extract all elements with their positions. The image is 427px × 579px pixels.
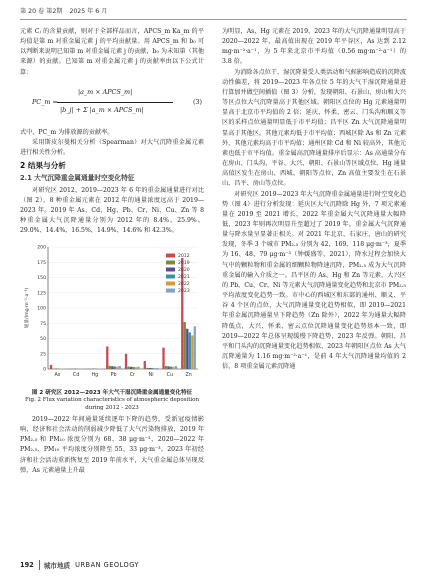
bar <box>146 368 148 369</box>
header-rule <box>20 19 407 20</box>
paragraph-temporal: 对研究区 2019—2023 年大气沉降重金属通量进行时空变化趋势（图 4）进行分析发现：延庆区大气沉降除 Hg 外，7 项元素通量在 2019 至 2021 增长，2022 年重金属大气沉降通量大幅降低，2023 年则再次明显升至超过了 2019 年，重金属大气沉降通量与降水量呈显著正相关。对 2021 年北京、石家庄、唐山的研究发现，冬季 3 个城市 PM₂.₅ 分别为 42、169、118 μg·m⁻³，夏季为 16、48、79 μg·m⁻³（钟媛盛等，2021），降水过程会加快大气中的颗粒物和重金属的细颗粒物降速沉降，PM₂.₅ 成为大气沉降重金属的输入介质之一。昌平区的 As、Hg 和 Zn 等元素、大兴区的 Pb、Cu、Cr、Ni 等元素大气沉降通量变化趋势和北京市 PM₂.₅ 平均浓度变化趋势一致。市中心的西城区和东部的通州、顺义、平谷 4 个区的点位，大气沉降通量变化趋势相似，即 2019—2021 年重金属沉降通量呈下降趋势（Zn 除外），2022 年为通量大幅降降低点，大兴、怀柔、密云点位沉降通量变化趋势基本一致，即 2019—2022 年总体呈现缓慢下降趋势，2023 年反弹。朝阳、昌平和门头沟的沉降通量变化趋势相似，2023 年朝阳区点位 As 大气沉降通量为 1.16 mg·m⁻²·a⁻¹，是前 4 年大气沉降通量均值的 2 倍，8 项重金属元素沉降通 <box>222 190 406 371</box>
paragraph-covid: 2019—2022 年间通量延续逐年下降的趋势，受新冠疫情影响，经济和社会活动的削弱减少降低了大气污染物排放，2019 年 PM₂.₅ 和 PM₁₀ 浓度分别为 68、38 μg·m⁻³，2020—2022 年 PM₂.₅、PM₁₀ 平均浓度分别降至 55、33 μg·m⁻³。2023 年初经济和社会活动重新恢复至 2019 年前水平，大气重金属总体呈现反弹，As 元素通量上升最 <box>20 415 204 474</box>
bar <box>162 348 164 369</box>
bar <box>137 367 139 369</box>
legend-label: 2020 <box>178 268 190 274</box>
paragraph-apcs: 元素 Cⱼ 的含量贡献，则对于全部样品而言，APCS_m Ka_m 的平均值是第 m 对重金属元素 j 的平均贡献量。用 APCS_m 和 b₀ 可以判断来说明已知第 m 对重金属元素 j 的贡献，b₀ 为未知第（其他来源）的贡献。已知第 m 对重金属元素 j 的贡献率由以下公式计算： <box>20 28 204 76</box>
bar <box>127 367 129 370</box>
page-number: 192 <box>20 561 34 569</box>
bar <box>125 354 127 369</box>
y-tick-label: 125 <box>37 291 46 297</box>
legend-swatch <box>166 289 175 293</box>
x-tick-label: Cr <box>129 373 136 379</box>
paragraph-spearman: 采用斯皮尔曼相关分析（Spearman）对大气沉降重金属元素进行相关性分析。 <box>20 138 204 157</box>
bar <box>144 361 146 369</box>
bar <box>172 367 174 369</box>
y-tick-label: 200 <box>37 245 46 251</box>
formula-numerator: |a_m × APCS_m| <box>78 87 133 96</box>
legend-label: 2022 <box>178 282 190 288</box>
bar <box>111 367 113 370</box>
flux-bar-chart <box>20 239 204 389</box>
legend-swatch <box>166 275 175 279</box>
bar <box>114 367 116 370</box>
legend-label: 2012 <box>178 254 190 260</box>
formula-denominator: |b_j| + Σ |a_m × APCS_m| <box>60 105 144 114</box>
x-tick-label: Cu <box>166 373 174 379</box>
y-tick-label: 150 <box>37 276 46 282</box>
legend-swatch <box>166 254 175 258</box>
journal-logo: 城市地质 <box>39 560 70 570</box>
bar <box>132 367 134 369</box>
paragraph-spatial: 为消除各点位干、湿沉降量受人类活动和气候影响造成的沉降波动性偏差，将 2019—2023 年各点位 5 年的大气干湿沉降通量进行算加并做空间插值（图 3）分析，发现朝阳、石景山、房山和大兴等区点位大气沉降量高于其他区域。朝阳区点位的 Hg 元素通量明显高于北京市平均值的 2 倍；延庆、怀柔、密云、门头沟和顺义等区的采样点位通量明显低于市平均值；昌平区 Zn 大气沉降通量明显高于其他区，其他元素均低于市平均值；西城区除 As 和 Zn 元素外，其他元素均高于市平均值；通州区除 Cd 和 Ni 较高外，其他元素也低于市平均值。重金属高沉降通量排序后显示：As 高通量分布在房山、门头沟、平谷、大兴、朝阳、石景山等区域点位，Hg 通量高值区发生在房山、西城、朝阳等点位，Zn 高值主要发生在石景山、昌平、房山等点位。 <box>222 68 406 188</box>
running-head <box>20 6 407 18</box>
paragraph-as-hg: 为明显，As、Hg 元素在 2019、2023 年的大气沉降通量明显高于 2020—2022 年，最高值出现在 2019 年平谷区，As 达到 2.12 mg·m⁻²·a⁻¹，为 5 年来北京市平均值（0.56 mg·m⁻²·a⁻¹）的 3.8 倍。 <box>222 28 406 66</box>
section-heading: 2 结果与分析 <box>20 161 66 171</box>
bar <box>156 368 158 369</box>
figure-caption-en-line2: during 2012 - 2023 <box>85 405 139 412</box>
x-tick-label: Hg <box>91 373 99 379</box>
page-footer <box>20 559 139 571</box>
bar <box>194 327 196 370</box>
figure-2 <box>20 239 204 389</box>
issue-label: 第 20 卷 第2期 <box>20 8 63 15</box>
bar <box>184 322 186 369</box>
bar <box>165 366 167 369</box>
bar <box>119 366 121 369</box>
formula-3 <box>20 81 204 125</box>
y-tick-label: 50 <box>40 337 46 343</box>
left-column <box>20 27 204 476</box>
bar <box>151 368 153 369</box>
figure-caption-cn: 图 2 研究区 2012—2023 年大气干湿沉降重金属通量变化特征 <box>31 390 193 397</box>
bar <box>175 366 177 369</box>
y-tick-label: 0 <box>43 367 46 373</box>
x-tick-label: As <box>54 373 61 379</box>
x-tick-label: Cd <box>72 373 80 379</box>
y-axis-label: 通量/(mg·m⁻²·a⁻¹) <box>25 288 30 329</box>
x-tick-label: Ni <box>148 373 154 379</box>
y-tick-label: 175 <box>37 261 46 267</box>
fraction-bar <box>57 102 173 103</box>
legend-swatch <box>166 282 175 286</box>
right-column <box>222 27 406 372</box>
issue-date: 2025 年 6 月 <box>69 8 108 15</box>
bar <box>189 333 191 370</box>
bar <box>170 367 172 369</box>
journal-name: URBAN GEOLOGY <box>75 561 140 569</box>
legend-label: 2019 <box>178 261 190 267</box>
y-tick-label: 25 <box>40 352 46 358</box>
x-tick-label: Pb <box>110 373 117 379</box>
subsection-heading: 2.1 大气沉降重金属通量时空变化特征 <box>20 174 135 183</box>
bar <box>167 367 169 370</box>
bar <box>135 368 137 370</box>
formula-lhs: PC_m = <box>32 97 58 106</box>
bar <box>154 368 156 369</box>
bar <box>130 367 132 369</box>
paragraph-formula-note: 式中，PC_m 为排放源的贡献率。 <box>20 128 114 136</box>
paragraph-flux-compare: 对研究区 2012、2019—2023 年 6 年的重金属通量进行对比（图 2），8 种重金属元素在 2012 年的通量浓度远高于 2019—2023 年。2019 年 As、Cd、Hg、Pb、Cr、Ni、Cu、Zn 等 8 种重金属大气沉降通量分别为 2012 年的 8.4%、25.9%、29.0%、14.4%、16.5%、14.9%、14.6% 和 42.3%。 <box>20 186 204 235</box>
y-tick-label: 75 <box>40 322 46 328</box>
legend-label: 2021 <box>178 275 190 281</box>
formula-number: (3) <box>192 97 202 106</box>
bar <box>191 336 193 370</box>
legend-swatch <box>166 268 175 272</box>
bar <box>149 368 151 369</box>
legend-label: 2023 <box>178 289 190 295</box>
bar <box>116 367 118 369</box>
bar <box>106 347 108 370</box>
legend-swatch <box>166 261 175 265</box>
bar <box>186 329 188 369</box>
y-tick-label: 100 <box>37 306 46 312</box>
bar <box>109 366 111 369</box>
x-tick-label: Zn <box>185 373 192 379</box>
figure-caption-en-line1: Fig. 2 Flux variation characteristics of atmospheric deposition <box>24 397 200 404</box>
bar <box>50 365 52 369</box>
